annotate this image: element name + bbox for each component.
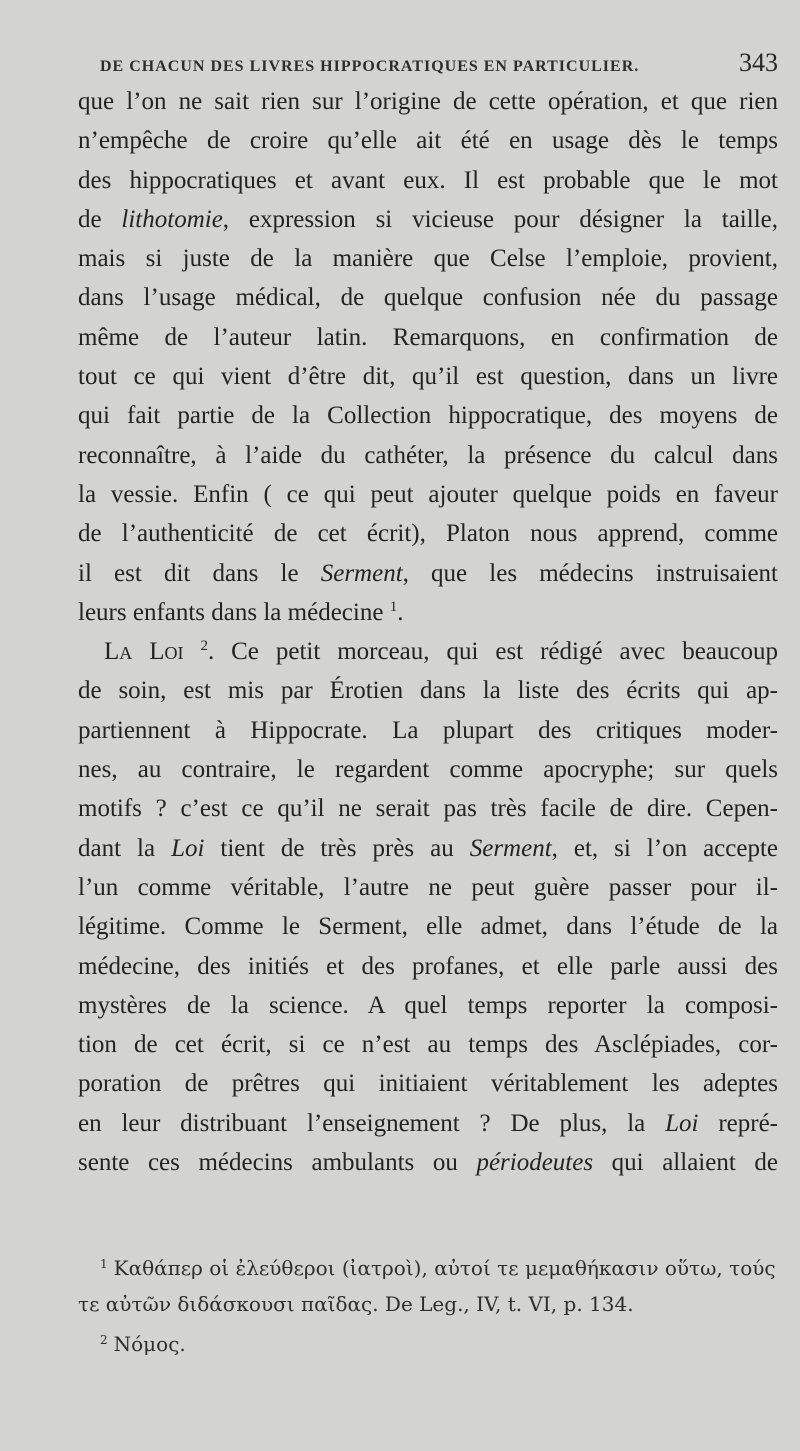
text-line: motifs ? c’est ce qu’il ne serait pas très facile de dire. Cepen- [78,795,778,823]
running-head-title: DE CHACUN DES LIVRES HIPPOCRATIQUES EN PARTICULIER. [100,58,640,75]
text-line: sente ces médecins ambulants ou périodeutes qui allaient de [78,1149,778,1177]
text-line: mystères de la science. A quel temps reporter la composi- [78,991,778,1019]
text-line: tout ce qui vient d’être dit, qu’il est question, dans un livre [78,363,778,391]
text-line: de soin, est mis par Érotien dans la liste des écrits qui ap- [78,677,778,705]
text-line: l’un comme véritable, l’autre ne peut guère passer pour il- [78,873,778,901]
body-text [78,82,778,1182]
text-line: dant la Loi tient de très près au Serment, et, si l’on accepte [78,834,778,862]
text-line: reconnaître, à l’aide du cathéter, la présence du calcul dans [78,441,778,469]
italic-term: Serment [469,834,552,862]
italic-term: lithotomie [121,205,223,233]
footnote-mark: 2 [100,1333,108,1347]
text-line: dans l’usage médical, de quelque confusion née du passage [78,284,778,312]
italic-term: Serment [320,559,403,587]
italic-term: Loi [665,1109,699,1137]
text-line: en leur distribuant l’enseignement ? De plus, la Loi repré- [78,1109,778,1137]
text-line: mais si juste de la manière que Celse l’emploie, provient, [78,245,778,273]
section-heading: La Loi [104,638,184,666]
footnotes [78,1246,778,1362]
footnote-ref: 1 [389,598,398,615]
text-line: La Loi $^2$. Ce petit morceau, qui est rédigé avec beaucoup [104,638,778,666]
text-line: la vessie. Enfin ( ce qui peut ajouter quelque poids en faveur [78,480,778,508]
text-line: poration de prêtres qui initiaient véritablement les adeptes [78,1070,778,1098]
text-line: légitime. Comme le Serment, elle admet, dans l’étude de la [78,913,778,941]
text-line: tion de cet écrit, si ce n’est au temps des Asclépiades, cor- [78,1031,778,1059]
text-line: il est dit dans le Serment, que les médecins instruisaient [78,559,779,587]
footnote-continuation: τε αὐτῶν διδάσκουσι παῖδας. De Leg., IV, t. VI, p. 134. [78,1292,634,1316]
text-line: que l’on ne sait rien sur l’origine de cette opération, et que rien [78,88,778,115]
running-head [100,48,778,82]
footnote: $^2$ Νόμος. [100,1332,186,1356]
text-line: même de l’auteur latin. Remarquons, en confirmation de [78,323,778,351]
page-number: 343 [739,48,778,77]
text-line: de l’authenticité de cet écrit), Platon nous apprend, comme [78,520,778,548]
text-line: qui fait partie de la Collection hippocratique, des moyens de [78,402,778,430]
footnote-ref: 2 [200,638,208,655]
text-line: leurs enfants dans la médecine $^1$. [78,598,404,626]
text-line: n’empêche de croire qu’elle ait été en usage dès le temps [78,127,778,155]
text-line: médecine, des initiés et des profanes, et elle parle aussi des [78,952,778,980]
text-line: partiennent à Hippocrate. La plupart des critiques moder- [78,716,778,744]
text-line: nes, au contraire, le regardent comme apocryphe; sur quels [78,756,778,784]
text-line: des hippocratiques et avant eux. Il est probable que le mot [78,166,778,194]
italic-term: périodeutes [476,1149,594,1177]
italic-term: Loi [171,834,205,862]
footnote-mark: 1 [100,1257,108,1271]
footnote: $^1$ Καθάπερ οἱ ἐλεύθεροι (ἰατροὶ), αὐτοί τε μεμαθήκασιν οὕτω, τούς [100,1256,776,1280]
text-line: de lithotomie, expression si vicieuse pour désigner la taille, [78,205,778,233]
